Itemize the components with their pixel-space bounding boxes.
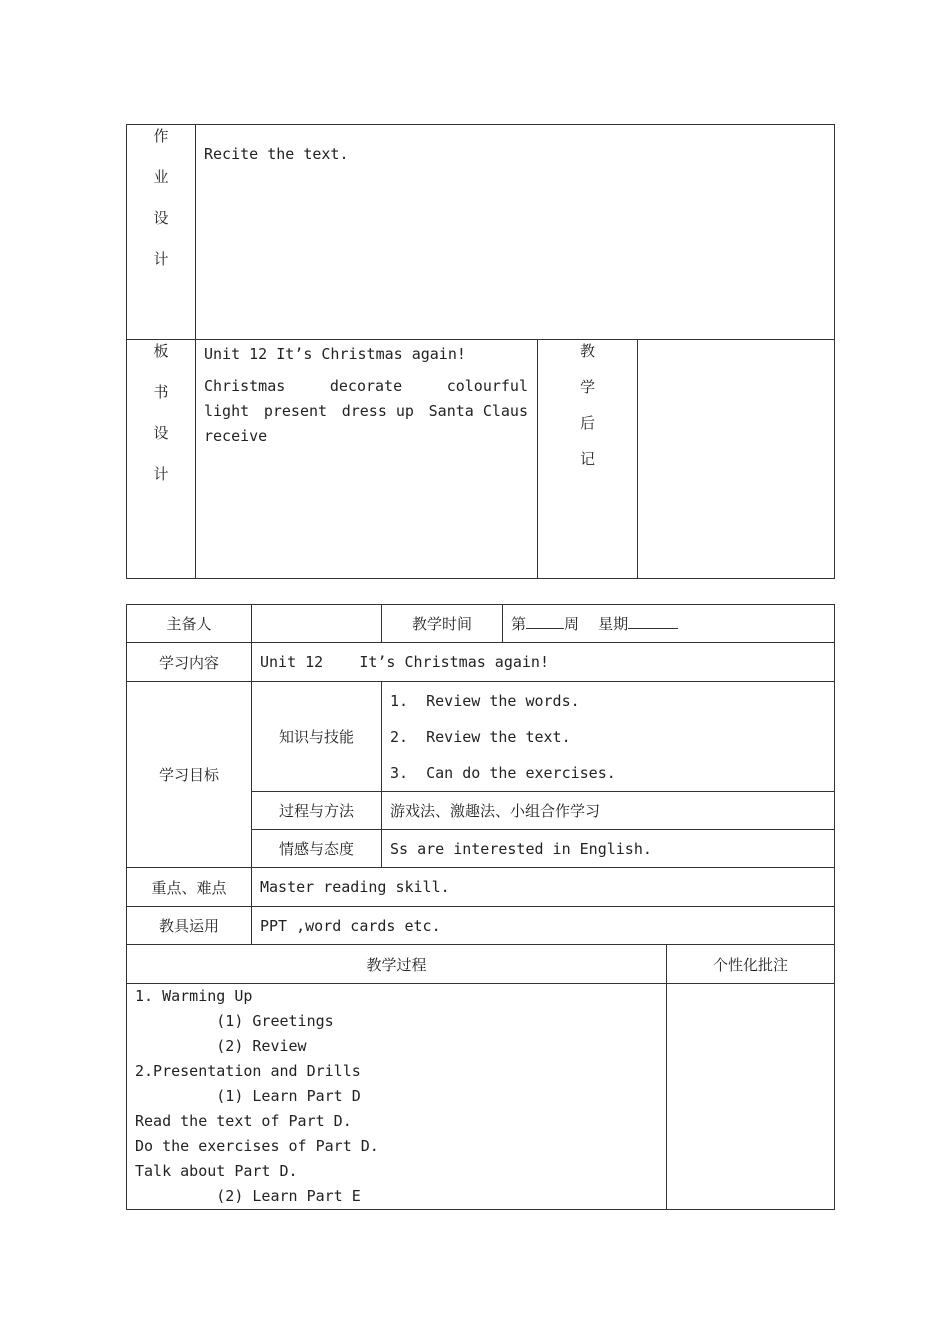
board-word: present [263, 402, 328, 420]
board-label [127, 340, 196, 579]
knowledge-item: 2. Review the text. [390, 728, 571, 746]
process-line: Read the text of Part D. [135, 1112, 352, 1130]
attitude-value: Ss are interested in English. [382, 830, 835, 868]
time-value [503, 605, 835, 643]
content-text: Unit 12 It’s Christmas again! [260, 653, 549, 671]
method-label: 过程与方法 [252, 792, 382, 830]
knowledge-label: 知识与技能 [252, 682, 382, 792]
week-blank[interactable] [526, 614, 564, 629]
host-value [252, 605, 382, 643]
reflection-label [538, 340, 638, 579]
reflection-content [638, 340, 835, 579]
knowledge-item: 1. Review the words. [390, 692, 580, 710]
homework-label-char: 计 [153, 250, 169, 268]
notes-content [667, 984, 835, 1210]
homework-label-char: 作 [153, 127, 169, 145]
process-line: 1. Warming Up [135, 987, 253, 1005]
host-label: 主备人 [127, 605, 252, 643]
board-title: Unit 12 It’s Christmas again! [204, 345, 466, 363]
time-label: 教学时间 [382, 605, 503, 643]
plan-table [126, 604, 835, 1210]
reflection-label-char: 教 [579, 342, 595, 360]
time-prefix: 第 [511, 615, 527, 633]
board-words-line1 [204, 374, 528, 399]
method-value: 游戏法、激趣法、小组合作学习 [382, 792, 835, 830]
process-line: (2) Review [135, 1037, 307, 1055]
homework-label-char: 业 [153, 168, 169, 186]
process-line: (2) Learn Part E [135, 1187, 361, 1205]
board-word: Santa Claus [428, 402, 528, 420]
tools-label: 教具运用 [127, 907, 252, 945]
board-label-char: 板 [153, 342, 169, 360]
homework-content: Recite the text. [204, 145, 349, 163]
homework-label-char: 设 [153, 209, 169, 227]
board-content [196, 340, 538, 579]
content-value [252, 643, 835, 682]
board-word: Christmas [204, 377, 286, 395]
process-line: (1) Learn Part D [135, 1087, 361, 1105]
board-label-char: 计 [153, 465, 169, 483]
reflection-label-char: 后 [579, 414, 595, 432]
top-table [126, 124, 835, 579]
reflection-label-char: 学 [579, 378, 595, 396]
board-words-line2 [204, 399, 528, 424]
process-line: Do the exercises of Part D. [135, 1137, 379, 1155]
board-word: colourful [446, 377, 528, 395]
process-line: 2.Presentation and Drills [135, 1062, 361, 1080]
homework-content-cell [196, 125, 835, 340]
key-value: Master reading skill. [252, 868, 835, 907]
homework-label [127, 125, 196, 340]
content-label: 学习内容 [127, 643, 252, 682]
process-label: 教学过程 [127, 945, 667, 984]
board-word: decorate [329, 377, 403, 395]
process-line: Talk about Part D. [135, 1162, 298, 1180]
weekday-blank[interactable] [628, 614, 678, 629]
notes-label: 个性化批注 [667, 945, 835, 984]
knowledge-list [382, 682, 835, 792]
board-label-char: 设 [153, 424, 169, 442]
board-label-char: 书 [153, 383, 169, 401]
knowledge-item: 3. Can do the exercises. [390, 764, 616, 782]
reflection-label-char: 记 [579, 450, 595, 468]
attitude-label: 情感与态度 [252, 830, 382, 868]
board-word: dress up [341, 402, 414, 420]
board-word: light [204, 402, 250, 420]
key-label: 重点、难点 [127, 868, 252, 907]
board-words-line3: receive [204, 427, 268, 445]
goals-label: 学习目标 [127, 682, 252, 868]
tools-value: PPT ,word cards etc. [252, 907, 835, 945]
process-line: (1) Greetings [135, 1012, 334, 1030]
time-weekday: 星期 [598, 615, 629, 633]
time-week: 周 [564, 615, 580, 633]
process-content [127, 984, 667, 1210]
